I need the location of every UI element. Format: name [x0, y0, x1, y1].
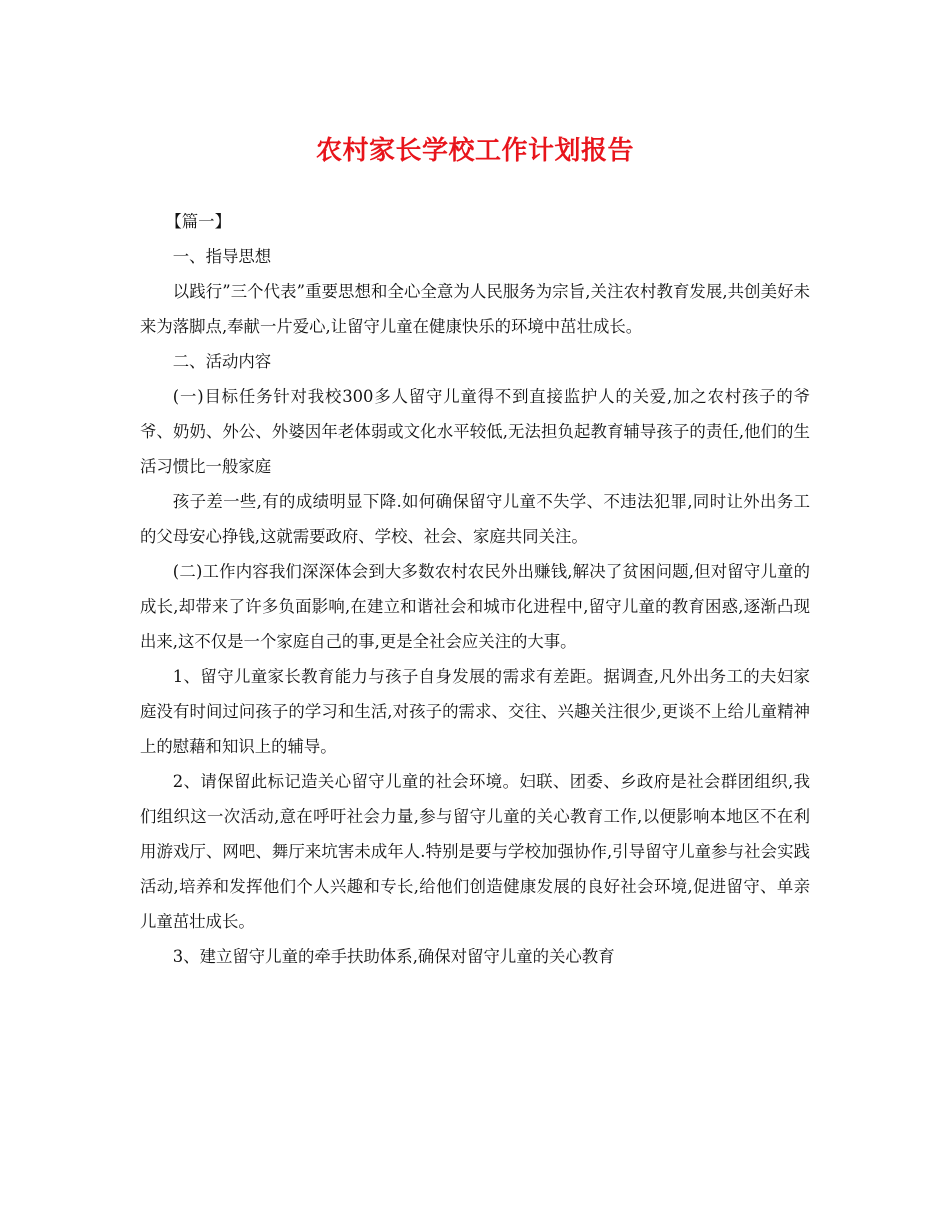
paragraph-work-content: (二)工作内容我们深深体会到大多数农村农民外出赚钱,解决了贫困问题,但对留守儿童的成长,却带来了许多负面影响,在建立和谐社会和城市化进程中,留守儿童的教育困惑,逐渐凸现出来,这不仅是一个家庭自己的事,更是全社会应关注的大事。 [140, 562, 810, 651]
document-title: 农村家长学校工作计划报告 [315, 136, 634, 166]
paragraph-item-1: 1、留守儿童家长教育能力与孩子自身发展的需求有差距。据调查,凡外出务工的夫妇家庭没有时间过问孩子的学习和生活,对孩子的需求、交往、兴趣关注很少,更谈不上给儿童精神上的慰藉和知识上的辅导。 [140, 667, 810, 756]
heading-guiding-ideology: 一、指导思想 [172, 247, 272, 266]
section-label: 【篇一】 [165, 212, 231, 231]
heading-activity-content: 二、活动内容 [172, 352, 272, 371]
paragraph-item-2: 2、请保留此标记造关心留守儿童的社会环境。妇联、团委、乡政府是社会群团组织,我们组织这一次活动,意在呼吁社会力量,参与留守儿童的关心教育工作,以便影响本地区不在利用游戏厅、网吧、舞厅来坑害未成年人.特别是要与学校加强协作,引导留守儿童参与社会实践活动,培养和发挥他们个人兴趣和专长,给他们创造健康发展的良好社会环境,促进留守、单亲儿童茁壮成长。 [140, 772, 810, 931]
paragraph-target-task-continued: 孩子差一些,有的成绩明显下降.如何确保留守儿童不失学、不违法犯罪,同时让外出务工的父母安心挣钱,这就需要政府、学校、社会、家庭共同关注。 [140, 492, 810, 546]
paragraph-guiding-ideology: 以践行”三个代表”重要思想和全心全意为人民服务为宗旨,关注农村教育发展,共创美好未来为落脚点,奉献一片爱心,让留守儿童在健康快乐的环境中茁壮成长。 [140, 282, 810, 336]
document-body [140, 204, 810, 974]
paragraph-item-3: 3、建立留守儿童的牵手扶助体系,确保对留守儿童的关心教育 [172, 947, 615, 966]
paragraph-target-task: (一)目标任务针对我校300多人留守儿童得不到直接监护人的关爱,加之农村孩子的爷爷、奶奶、外公、外婆因年老体弱或文化水平较低,无法担负起教育辅导孩子的责任,他们的生活习惯比一般家庭 [140, 387, 810, 476]
